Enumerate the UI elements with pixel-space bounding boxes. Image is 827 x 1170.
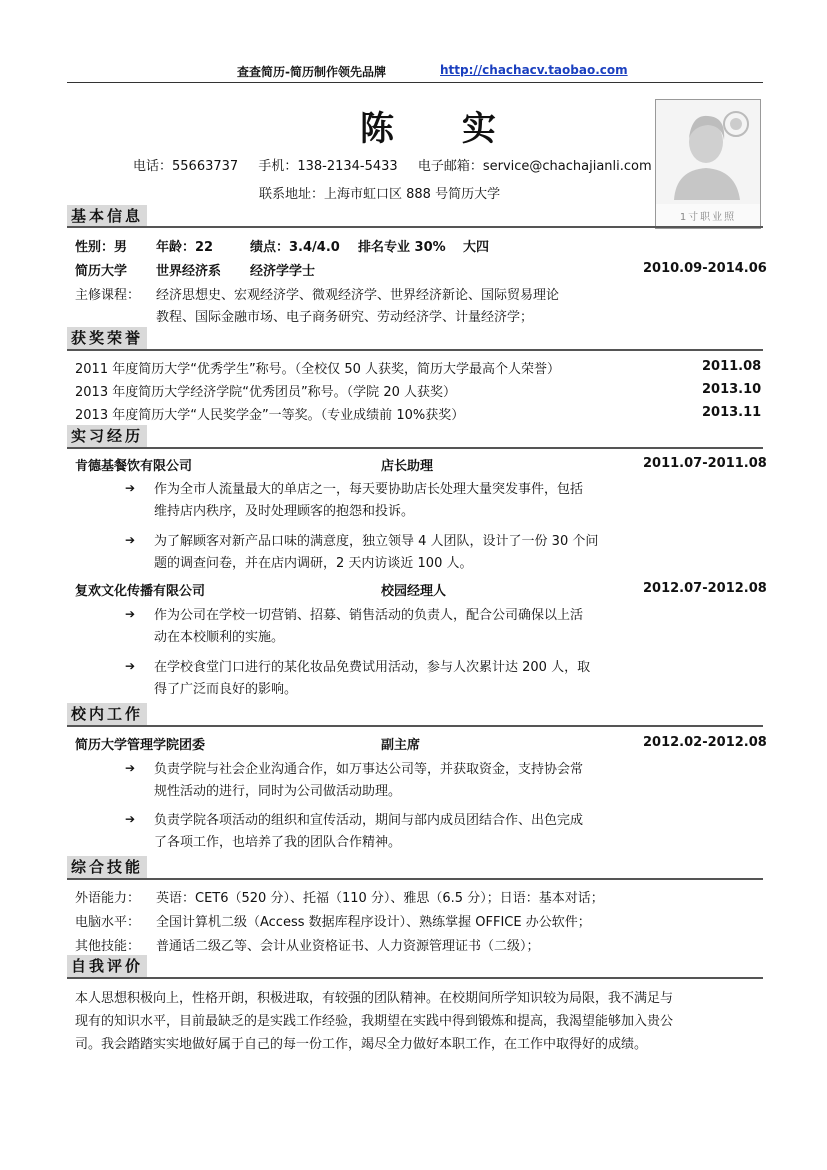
avatar-silhouette-icon (656, 100, 760, 204)
bullet-line: 得了广泛而良好的影响。 (154, 682, 298, 697)
award-date: 2013.11 (702, 405, 762, 420)
job-period: 2011.07-2011.08 (643, 456, 767, 471)
section-title-awards: 获奖荣誉 (67, 327, 147, 349)
job-period: 2012.07-2012.08 (643, 581, 767, 596)
department: 世界经济系 (156, 264, 222, 279)
section-title-skills: 综合技能 (67, 856, 147, 878)
award-item: 2013 年度简历大学“人民奖学金”一等奖。（专业成绩前 10%获奖） (75, 408, 465, 423)
photo-placeholder (655, 99, 761, 229)
school: 简历大学 (75, 264, 128, 279)
skill-value: 全国计算机二级（Access 数据库程序设计）、熟练掌握 OFFICE 办公软件； (156, 915, 591, 930)
job-role: 店长助理 (381, 459, 434, 474)
award-date: 2013.10 (702, 382, 762, 397)
skill-label: 外语能力： (75, 891, 141, 906)
section-rule-skills (67, 878, 763, 880)
award-item: 2013 年度简历大学经济学院“优秀团员”称号。（学院 20 人获奖） (75, 385, 456, 400)
courses-line-1: 经济思想史、宏观经济学、微观经济学、世界经济新论、国际贸易理论 (156, 288, 560, 303)
arrow-bullet-icon: ➔ (125, 607, 136, 621)
skill-value: 普通话二级乙等、会计从业资格证书、人力资源管理证书（二级）； (156, 939, 540, 954)
arrow-bullet-icon: ➔ (125, 533, 136, 547)
header-divider (67, 82, 763, 83)
education-period: 2010.09-2014.06 (643, 261, 767, 276)
campus-role: 副主席 (381, 738, 421, 753)
bullet-line: 了各项工作，也培养了我的团队合作精神。 (154, 835, 402, 850)
bullet-line: 为了解顾客对新产品口味的满意度，独立领导 4 人团队，设计了一份 30 个问 (154, 534, 599, 549)
arrow-bullet-icon: ➔ (125, 659, 136, 673)
job-role: 校园经理人 (381, 584, 447, 599)
arrow-bullet-icon: ➔ (125, 481, 136, 495)
brand-tagline: 查查简历-简历制作领先品牌 (237, 65, 386, 79)
gpa: 绩点：3.4/4.0 (250, 240, 340, 255)
company-name: 复欢文化传播有限公司 (75, 584, 206, 599)
bullet-line: 维持店内秩序，及时处理顾客的抱怨和投诉。 (154, 504, 415, 519)
bullet-line: 作为全市人流量最大的单店之一，每天要协助店长处理大量突发事件，包括 (154, 482, 584, 497)
skill-value: 英语：CET6（520 分）、托福（110 分）、雅思（6.5 分）；日语：基本对话； (156, 891, 604, 906)
award-date: 2011.08 (702, 359, 762, 374)
bullet-line: 规性活动的进行，同时为公司做活动助理。 (154, 784, 402, 799)
arrow-bullet-icon: ➔ (125, 761, 136, 775)
shop-link[interactable]: http://chachacv.taobao.com (440, 63, 628, 77)
section-title-campus: 校内工作 (67, 703, 147, 725)
bullet-line: 动在本校顺利的实施。 (154, 630, 285, 645)
skill-label: 其他技能： (75, 939, 141, 954)
section-title-self: 自我评价 (67, 955, 147, 977)
contact-line (133, 155, 668, 174)
section-title-intern: 实习经历 (67, 425, 147, 447)
rank: 排名专业 30% (358, 240, 446, 255)
self-eval-line: 司。我会踏踏实实地做好属于自己的每一份工作，竭尽全力做好本职工作，在工作中取得好的成绩。 (75, 1037, 648, 1052)
organization-name: 简历大学管理学院团委 (75, 738, 206, 753)
address-text: 联系地址：上海市虹口区 888 号简历大学 (259, 187, 501, 202)
grade: 大四 (463, 240, 490, 255)
section-rule-awards (67, 349, 763, 351)
photo-label: 1寸职业照 (679, 212, 737, 223)
company-name: 肯德基餐饮有限公司 (75, 459, 193, 474)
gender: 性别：男 (75, 240, 128, 255)
bullet-line: 题的调查问卷，并在店内调研，2 天内访谈近 100 人。 (154, 556, 473, 571)
degree: 经济学学士 (250, 264, 316, 279)
self-eval-line: 本人思想积极向上，性格开朗，积极进取，有较强的团队精神。在校期间所学知识较为局限，我不满足与 (75, 991, 674, 1006)
self-eval-line: 现有的知识水平，目前最缺乏的是实践工作经验，我期望在实践中得到锻炼和提高，我渴望能够加入贵公 (75, 1014, 674, 1029)
email-text: 电子邮箱：service@chachajianli.com (417, 159, 652, 174)
section-rule-intern (67, 447, 763, 449)
arrow-bullet-icon: ➔ (125, 812, 136, 826)
phone-text: 电话：55663737 (133, 159, 239, 174)
section-rule-basic (67, 226, 763, 228)
skill-label: 电脑水平： (75, 915, 141, 930)
bullet-line: 负责学院各项活动的组织和宣传活动，期间与部内成员团结合作、出色完成 (154, 813, 584, 828)
section-rule-self (67, 977, 763, 979)
section-title-basic: 基本信息 (67, 205, 147, 227)
award-item: 2011 年度简历大学“优秀学生”称号。（全校仅 50 人获奖，简历大学最高个人荣誉） (75, 362, 560, 377)
mobile-text: 手机：138-2134-5433 (258, 159, 398, 174)
bullet-line: 负责学院与社会企业沟通合作，如万事达公司等，并获取资金，支持协会常 (154, 762, 584, 777)
age: 年龄：22 (156, 240, 214, 255)
courses-line-2: 教程、国际金融市场、电子商务研究、劳动经济学、计量经济学； (156, 310, 534, 325)
section-rule-campus (67, 725, 763, 727)
courses-label: 主修课程： (75, 288, 141, 303)
bullet-line: 作为公司在学校一切营销、招募、销售活动的负责人，配合公司确保以上活 (154, 608, 584, 623)
campus-period: 2012.02-2012.08 (643, 735, 767, 750)
candidate-name: 陈 实 (360, 109, 524, 149)
bullet-line: 在学校食堂门口进行的某化妆品免费试用活动，参与人次累计达 200 人，取 (154, 660, 591, 675)
